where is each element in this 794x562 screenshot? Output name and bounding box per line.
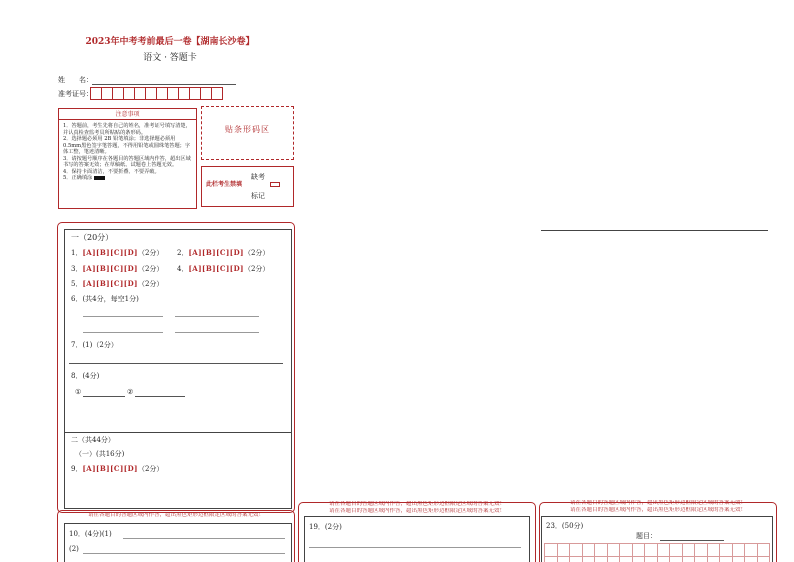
essay-grid-cell[interactable] [745,544,758,557]
warning-banner-col2a: 请在各题目的答题区域内作答，超出黑色矩形边框限定区域的答案无效！ [328,501,505,507]
notice-item: 2．选择题必须用 2B 铅笔填涂；非选择题必须用 0.5mm黑色签字笔答题，不得用铅笔或圆珠笔答题；字体工整，笔迹清晰。 [63,136,191,155]
essay-title-label: 题目： [636,532,657,540]
q6-blank-3[interactable] [83,332,163,333]
essay-grid-cell[interactable] [545,544,558,557]
name-field[interactable] [92,84,236,85]
essay-grid-cell[interactable] [758,544,771,557]
q6-blank-2[interactable] [175,316,259,317]
essay-grid-cell[interactable] [570,557,583,562]
q2-row[interactable]: 2．[A][B][C][D]（2分） [177,248,270,257]
q8-blank-a[interactable] [83,396,125,397]
essay-grid-cell[interactable] [733,557,746,562]
q6-blank-1[interactable] [83,316,163,317]
essay-grid-cell[interactable] [570,544,583,557]
q8-label: 8．(4分) [71,372,100,380]
essay-grid-cell[interactable] [620,557,633,562]
essay-grid-cell[interactable] [583,557,596,562]
essay-grid-cell[interactable] [695,544,708,557]
q10-blank-1[interactable] [123,538,285,539]
name-label: 姓 名： [58,76,93,84]
q6-label: 6．(共4分，每空1分) [71,295,139,303]
essay-grid-cell[interactable] [595,557,608,562]
page-title: 2023年中考考前最后一卷【湖南长沙卷】 [85,37,255,47]
essay-grid-cell[interactable] [758,557,771,562]
warning-banner-col1: 请在各题目的答题区域内作答，超出黑色矩形边框限定区域的答案无效！ [87,512,264,518]
notice-item: 1．答题前，考生先将自己的姓名，准考证号填写清楚，并认真检查监考员所粘贴的条形码。 [63,123,191,136]
absent-note: 此栏考生禁填 [206,181,243,188]
essay-grid-cell[interactable] [720,544,733,557]
q1-row[interactable]: 1．[A][B][C][D]（2分） [71,248,164,257]
id-label: 准考证号： [58,90,93,98]
q7-answer-line[interactable] [69,363,283,364]
essay-grid-cell[interactable] [608,544,621,557]
essay-grid-cell[interactable] [633,557,646,562]
section2-header: 二（共44分） [71,436,115,444]
essay-grid-cell[interactable] [620,544,633,557]
essay-grid-cell[interactable] [708,544,721,557]
q3-row[interactable]: 3．[A][B][C][D]（2分） [71,264,164,273]
absent-box [201,166,294,207]
absent-label: 缺考 [251,173,265,181]
warning-banner-col2b: 请在各题目的答题区域内作答，超出黑色矩形边框限定区域的答案无效！ [328,508,505,514]
notice-box [58,108,197,209]
notice-item: 4．保持卡面清洁，不要折叠、不要弄破。 [63,168,160,175]
q10-blank-2[interactable] [83,553,285,554]
q5-row[interactable]: 5．[A][B][C][D]（2分） [71,279,164,288]
q23-label: 23．(50分) [546,522,584,530]
id-cells[interactable] [90,87,222,100]
essay-grid-cell[interactable] [683,557,696,562]
essay-grid-cell[interactable] [633,544,646,557]
q19-label: 19．(2分) [309,523,342,531]
essay-grid-cell[interactable] [645,544,658,557]
notice-item: 5．正确填涂 [63,175,93,181]
warning-banner-col3a: 请在各题目的答题区域内作答，超出黑色矩形边框限定区域的答案无效！ [569,500,746,506]
notice-title: 注意事项 [59,109,196,120]
filled-sample-icon [94,176,105,180]
essay-grid-cell[interactable] [608,557,621,562]
page-subtitle: 语文 · 答题卡 [143,53,197,63]
column-top-rule [541,230,768,231]
essay-grid-cell[interactable] [733,544,746,557]
section2-sub1: （一）(共16分) [75,450,125,458]
q10-label: 10．(4分)(1) [69,530,112,538]
q19-box [304,516,530,562]
warning-banner-col3b: 请在各题目的答题区域内作答，超出黑色矩形边框限定区域的答案无效！ [569,507,746,513]
essay-grid-cell[interactable] [558,557,571,562]
essay-box [541,516,773,562]
absent-checkbox[interactable] [270,182,280,187]
essay-grid-cell[interactable] [595,544,608,557]
q8-blank-a-label: ① [75,388,82,396]
q7-label: 7．(1)（2分） [71,341,118,349]
essay-grid-cell[interactable] [645,557,658,562]
essay-grid-cell[interactable] [745,557,758,562]
section-divider [65,432,291,433]
q9-row[interactable]: 9．[A][B][C][D]（2分） [71,464,164,473]
absent-mark-label: 标记 [251,192,265,200]
essay-grid-cell[interactable] [695,557,708,562]
essay-grid-cell[interactable] [720,557,733,562]
essay-grid-cell[interactable] [670,557,683,562]
essay-grid-cell[interactable] [583,544,596,557]
barcode-label: 贴条形码区 [225,125,270,134]
essay-grid-cell[interactable] [658,557,671,562]
q10-2-label: (2) [69,545,79,553]
section1-header: 一（20分） [71,233,114,242]
q8-blank-b-label: ② [127,388,134,396]
q4-row[interactable]: 4．[A][B][C][D]（2分） [177,264,270,273]
section1-box [64,229,292,509]
barcode-area [201,106,294,160]
q19-answer-line[interactable] [309,547,521,548]
essay-grid-cell[interactable] [683,544,696,557]
essay-grid-cell[interactable] [558,544,571,557]
essay-grid-cell[interactable] [708,557,721,562]
essay-grid-cell[interactable] [545,557,558,562]
essay-grid[interactable] [544,543,770,562]
essay-grid-cell[interactable] [670,544,683,557]
essay-grid-cell[interactable] [658,544,671,557]
q8-blank-b[interactable] [135,396,185,397]
essay-title-field[interactable] [660,540,724,541]
q6-blank-4[interactable] [175,332,259,333]
notice-item: 3．请按题号顺序在各题目的答题区域内作答，超出区域书写的答案无效；在草稿纸、试题卷上答题无效。 [63,155,191,168]
q10-box [64,523,292,562]
